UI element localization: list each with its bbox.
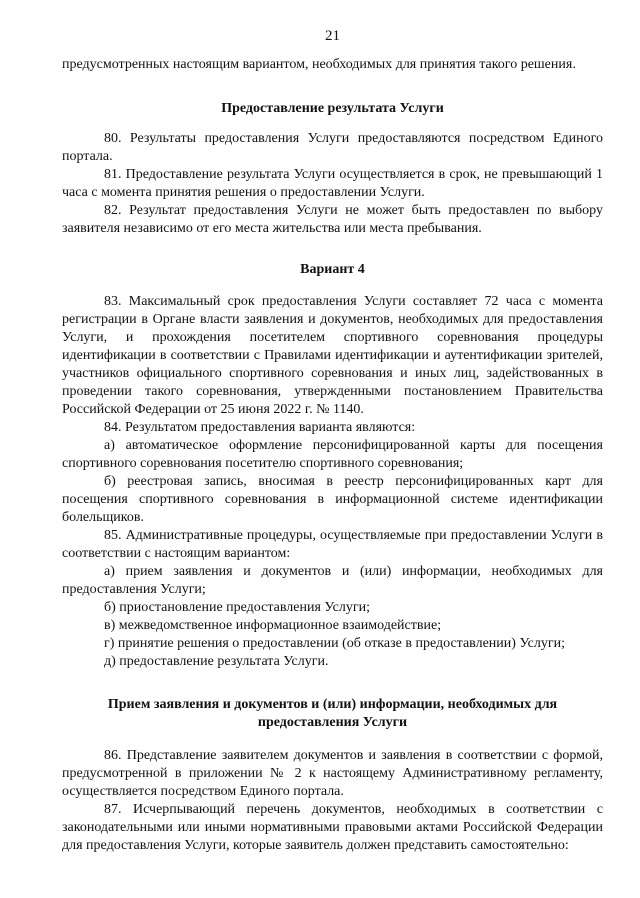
section-heading-variant-4: Вариант 4	[300, 262, 365, 277]
paragraph-84: 84. Результатом предоставления варианта являются:	[104, 420, 416, 435]
paragraph-82: 82. Результат предоставления Услуги не может быть предоставлен по выбору заявителя независимо от его места жительства или места пребывания.	[62, 203, 603, 236]
paragraph-85-a: а) прием заявления и документов и (или) информации, необходимых для предоставления Услуги;	[62, 564, 603, 597]
paragraph-85-g: г) принятие решения о предоставлении (об отказе в предоставлении) Услуги;	[104, 636, 565, 651]
paragraph-80: 80. Результаты предоставления Услуги предоставляются посредством Единого портала.	[62, 131, 603, 164]
paragraph-84-b: б) реестровая запись, вносимая в реестр персонифицированных карт для посещения спортивного соревнования в информационной системе идентификации болельщиков.	[62, 474, 603, 525]
section-heading-reception: Прием заявления и документов и (или) информации, необходимых для предоставления Услуги	[107, 697, 558, 730]
paragraph-87: 87. Исчерпывающий перечень документов, необходимых в соответствии с законодательными или иными нормативными правовыми актами Российской Федерации для предоставления Услуги, которые заявитель должен представить самостоятельно:	[62, 802, 603, 853]
paragraph-83: 83. Максимальный срок предоставления Услуги составляет 72 часа с момента регистрации в Органе власти заявления и документов, необходимых для предоставления Услуги, и прохождения посетителем спортивного соревнования процедуры идентификации в соответствии с Правилами идентификации и аутентификации зрителей, участников официального спортивного соревнования и иных лиц, задействованных в проведении такого соревнования, утвержденными постановлением Правительства Российской Федерации от 25 июня 2022 г. № 1140.	[62, 294, 603, 417]
document-page	[62, 26, 603, 855]
paragraph-85-d: д) предоставление результата Услуги.	[104, 654, 329, 669]
paragraph-85-b: б) приостановление предоставления Услуги;	[104, 600, 370, 615]
paragraph-86: 86. Представление заявителем документов и заявления в соответствии с формой, предусмотренной в приложении № 2 к настоящему Административному регламенту, осуществляется посредством Единого портала.	[62, 748, 603, 799]
paragraph-continuation: предусмотренных настоящим вариантом, необходимых для принятия такого решения.	[62, 57, 576, 72]
section-heading-result: Предоставление результата Услуги	[221, 101, 444, 116]
paragraph-84-a: а) автоматическое оформление персонифицированной карты для посещения спортивного соревнования посетителю спортивного соревнования;	[62, 438, 603, 471]
paragraph-85: 85. Административные процедуры, осуществляемые при предоставлении Услуги в соответствии с настоящим вариантом:	[62, 528, 603, 561]
page-number: 21	[325, 28, 340, 44]
paragraph-81: 81. Предоставление результата Услуги осуществляется в срок, не превышающий 1 часа с момента принятия решения о предоставлении Услуги.	[62, 167, 603, 200]
paragraph-85-v: в) межведомственное информационное взаимодействие;	[104, 618, 442, 633]
